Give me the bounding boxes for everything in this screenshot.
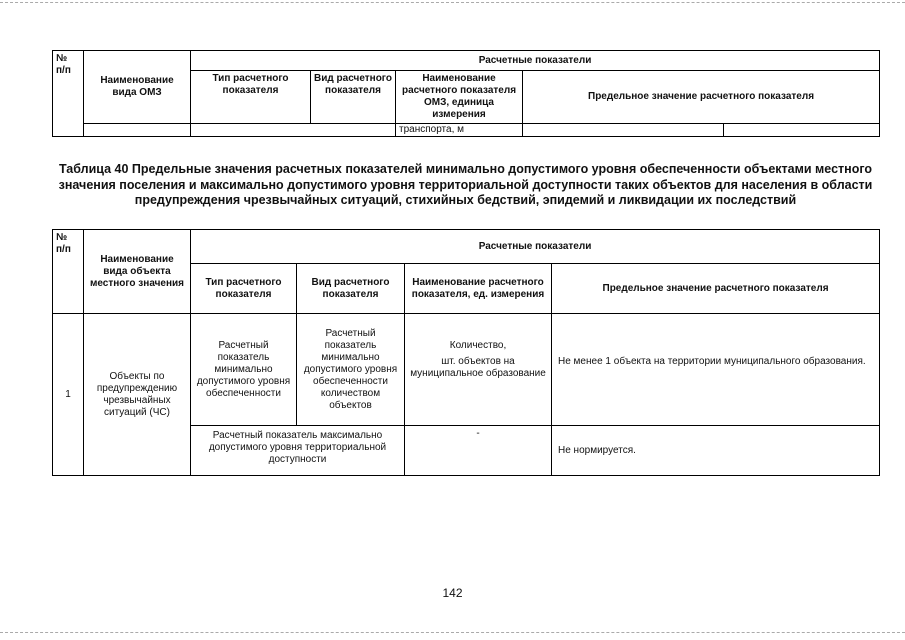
t1-limit-cont-b	[724, 124, 880, 137]
row-limit: Не менее 1 объекта на территории муниципального образования.	[552, 314, 880, 426]
t1-limit-cont-a	[523, 124, 724, 137]
t2-col-unit: Наименование расчетного показателя, ед. измерения	[405, 264, 552, 314]
subrow-limit: Не нормируется.	[552, 426, 880, 476]
t2-group-header: Расчетные показатели	[191, 230, 880, 264]
continued-table	[52, 50, 880, 137]
t1-unit-cont: транспорта, м	[396, 124, 523, 137]
t1-col-unit: Наименование расчетного показателя ОМЗ, единица измерения	[396, 71, 523, 124]
subrow-unit: -	[405, 426, 552, 476]
table-row	[53, 314, 880, 426]
t2-col-kind: Вид расчетного показателя	[297, 264, 405, 314]
page-number: 142	[442, 586, 463, 600]
t2-col-type: Тип расчетного показателя	[191, 264, 297, 314]
t1-num-header: № п/п	[53, 51, 84, 137]
t1-group-header: Расчетные показатели	[191, 51, 880, 71]
t1-name-cont	[84, 124, 191, 137]
t1-col-type: Тип расчетного показателя	[191, 71, 311, 124]
t2-col-limit: Предельное значение расчетного показателя	[552, 264, 880, 314]
top-edge-line	[0, 2, 905, 3]
main-table	[52, 229, 880, 476]
row-type: Расчетный показатель минимально допустимого уровня обеспеченности	[191, 314, 297, 426]
subrow-type: Расчетный показатель максимально допустимого уровня территориальной доступности	[191, 426, 405, 476]
row-unit	[405, 314, 552, 426]
row-num: 1	[53, 314, 84, 476]
row-object-name: Объекты по предупреждению чрезвычайных ситуаций (ЧС)	[84, 314, 191, 476]
table-caption: Таблица 40 Предельные значения расчетных показателей минимально допустимого уровня обеспеченности объектами местного значения поселения и максимально допустимого уровня территориальной доступности таких объектов для населения в области предупреждения чрезвычайных ситуаций, стихийных бедствий, эпидемий и ликвидации их последствий	[58, 162, 873, 207]
t1-type-cont	[191, 124, 396, 137]
row-unit-line2: шт. объектов на муниципальное образование	[410, 356, 546, 379]
t1-col-limit: Предельное значение расчетного показателя	[523, 71, 880, 124]
t2-num-header: № п/п	[53, 230, 84, 314]
bottom-edge-line	[0, 632, 905, 633]
t1-name-header: Наименование вида ОМЗ	[84, 51, 191, 124]
row-kind: Расчетный показатель минимально допустимого уровня обеспеченности количеством объектов	[297, 314, 405, 426]
row-unit-line1: Количество,	[449, 340, 507, 351]
t2-name-header: Наименование вида объекта местного значения	[84, 230, 191, 314]
t1-col-kind: Вид расчетного показателя	[311, 71, 396, 124]
